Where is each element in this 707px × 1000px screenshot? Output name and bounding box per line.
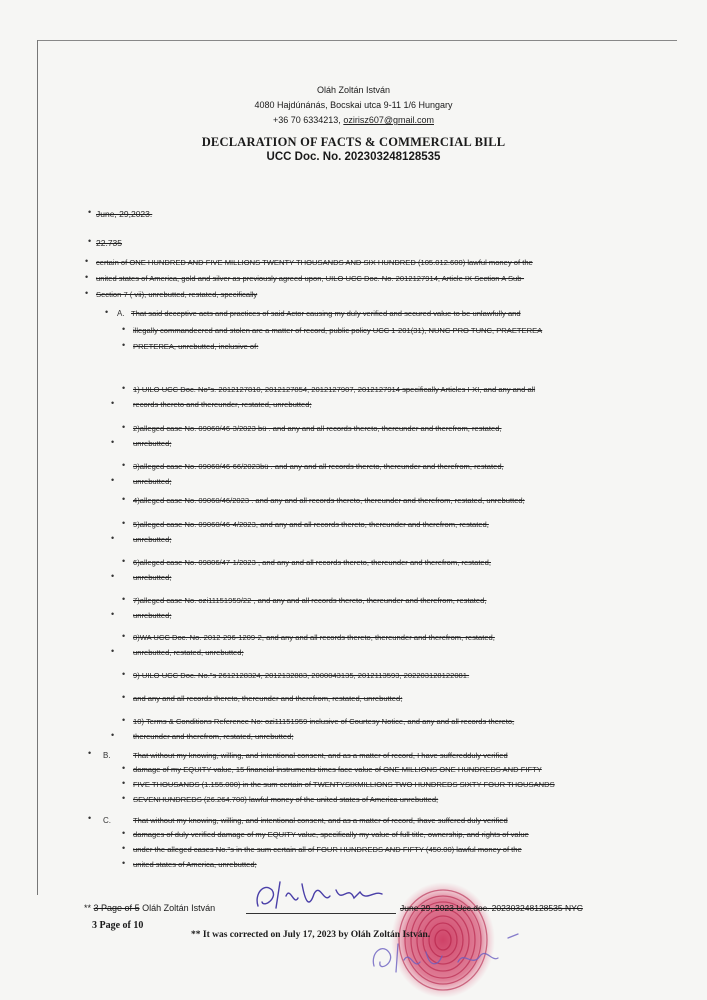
title-doc-number: UCC Doc. No. 202303248128535: [266, 151, 441, 163]
bullet: •: [111, 533, 115, 543]
bullet: •: [122, 715, 126, 725]
signature: [250, 876, 390, 916]
bullet: •: [122, 594, 126, 604]
bullet: •: [122, 324, 126, 334]
list-item: 3)alleged case No. 09060/46-66/2023bü . and any and all records thereto, thereunder and therefrom, restated,: [133, 462, 504, 471]
footer-name: Oláh Zoltán István: [142, 903, 216, 913]
bullet: •: [122, 340, 126, 350]
bullet: •: [105, 307, 109, 317]
list-item: unrebutted;: [133, 535, 172, 544]
section-a-marker: A.: [117, 309, 125, 318]
bullet: •: [111, 609, 115, 619]
section-c-line: united states of America, unrebutted;: [133, 860, 257, 869]
bullet: •: [111, 437, 115, 447]
list-item: records thereto and thereunder, restated, unrebutted;: [133, 400, 312, 409]
bullet: •: [111, 730, 115, 740]
bullet: •: [122, 631, 126, 641]
bullet: •: [122, 422, 126, 432]
bullet: •: [88, 236, 92, 246]
sender-phone: +36 70 6334213,: [272, 115, 341, 125]
bullet: •: [122, 692, 126, 702]
list-item: unrebutted;: [133, 573, 172, 582]
document-title: [0, 134, 707, 165]
bullet: •: [88, 207, 92, 217]
bullet: •: [122, 778, 126, 788]
list-item: and any and all records thereto, thereunder and therefrom, restated, unrebutted;: [133, 694, 403, 703]
list-item: 4)alleged case No. 09060/46/2023 . and any and all records thereto, thereunder and therefrom, restated, unrebutted;: [133, 496, 525, 505]
bullet: •: [122, 669, 126, 679]
bullet: •: [122, 518, 126, 528]
list-item: 10) Terms & Conditions Reference No: ozi11151959 inclusive of Courtesy Notice, and any and all records thereto,: [133, 717, 515, 726]
section-b-marker: B.: [103, 751, 111, 760]
section-c-line: under the alleged cases No."s in the sum certain all of FOUR HUNDREDS AND FIFTY (450.00) lawful money of the: [133, 845, 522, 854]
list-item: 7)alleged case No. ozi11151959/22 , and any and all records thereto, thereunder and therefrom, restated,: [133, 596, 487, 605]
list-item: 1) UILO UCC Doc. No"s. 2012127810, 2012127854, 2012127907, 2012127914 specifically Articles I-XI, and any and all: [133, 385, 536, 394]
page-border-left: [37, 40, 38, 895]
bullet: •: [111, 646, 115, 656]
list-item: 6)alleged case No. 09806/47-1/2023 , and any and all records thereto, thereunder and therefrom, restated,: [133, 558, 491, 567]
sender-name: Oláh Zoltán István: [316, 85, 391, 95]
footer-date-doc: June 29, 2023 Ucc.doc. 202303248128535 NYC: [400, 903, 583, 913]
list-item: thereunder and therefrom, restated, unrebutted;: [133, 732, 294, 741]
footer-stars: **: [84, 903, 92, 913]
bullet: •: [111, 475, 115, 485]
sender-header: [0, 83, 707, 128]
footer-page-of-5: 3 Page of 5: [93, 903, 140, 913]
section-b-line: SEVENHUNDREDS (26.264.700) lawful money of the united states of America unrebutted;: [133, 795, 439, 804]
correction-note: ** It was corrected on July 17, 2023 by Oláh Zoltán István.: [191, 930, 431, 940]
section-c-line: damages of duly verified damage of my EQUITY value, specifically my value of full title, ownership, and rights of value: [133, 830, 529, 839]
signature-line: [246, 913, 396, 914]
bullet: •: [85, 256, 89, 266]
list-item: unrebutted;: [133, 611, 172, 620]
list-item: 9) UILO UCC Doc. No."s 2612128324, 2012132883, 2000043135, 2012113593, 202203128122081.: [133, 671, 470, 680]
sender-contact: [0, 113, 707, 128]
bullet: •: [88, 748, 92, 758]
p1-line: certain of ONE HUNDRED AND FIVE MILLIONS TWENTY THOUSANDS AND SIX HUNDRED (105.012.600) lawful money of the: [96, 258, 533, 267]
section-b-line: That without my knowing, willing, and intentional consent, and as a matter of record, I have sufferedduly verified: [133, 751, 508, 760]
bullet: •: [122, 828, 126, 838]
bullet: •: [122, 858, 126, 868]
section-a-line: illegally commandeered and stolen are a matter of record, public policy UCC 1-201(31), NUNC PRO TUNC, PRAETEREA: [133, 326, 543, 335]
list-item: unrebutted;: [133, 477, 172, 486]
list-item: 5)alleged case No. 09060/46-4/2023, and any and all records thereto, thereunder and therefrom, restated,: [133, 520, 489, 529]
bullet: •: [111, 571, 115, 581]
section-c-line: That without my knowing, willing, and intentional consent, and as a matter of record, Ihave suffered duly verified: [133, 816, 508, 825]
title-main: DECLARATION OF FACTS & COMMERCIAL BILL: [201, 135, 506, 149]
section-c-marker: C.: [103, 816, 111, 825]
bullet: •: [122, 383, 126, 393]
bullet: •: [122, 793, 126, 803]
p1-line: united states of America, gold and silver as previously agreed upon, UILO UCC Doc. No. 2012127914, Article IX Section A Sub-: [96, 274, 525, 283]
list-item: unrebutted, restated, unrebutted;: [133, 648, 244, 657]
bullet: •: [122, 763, 126, 773]
page-border-top: [37, 40, 677, 41]
footer-page-info: [84, 903, 215, 913]
bullet: •: [122, 460, 126, 470]
list-item: unrebutted;: [133, 439, 172, 448]
footer-page-of-10: 3 Page of 10: [92, 920, 144, 931]
bullet: •: [122, 843, 126, 853]
section-b-line: FIVE THOUSANDS (1.155.000) in the sum certain of TWENTYSIXMILLIONS TWO HUNDREDS SIXTY FOUR THOUSANDS: [133, 780, 555, 789]
sender-email: ozirisz607@gmail.com: [343, 115, 434, 125]
bullet: •: [88, 813, 92, 823]
section-b-line: damage of my EQUITY value, 15 financial instruments times face value of ONE MILLIONS ONE HUNDREDS AND FIFTY: [133, 765, 542, 774]
list-item: 2)alleged case No. 09060/46-3/2023 bü . and any and all records thereto, thereunder and therefrom, restated,: [133, 424, 502, 433]
bullet: •: [122, 556, 126, 566]
bullet: •: [111, 398, 115, 408]
list-item: 8)WA UCC Doc. No. 2012-296-1209-2, and any and all records thereto, thereunder and therefrom, restated,: [133, 633, 495, 642]
body-number: 22.735: [96, 238, 122, 248]
bullet: •: [122, 494, 126, 504]
body-date: June, 29,2023.: [96, 209, 153, 219]
bullet: •: [85, 272, 89, 282]
p1-line: Section 7 ( vii), unrebutted, restated, specifically: [96, 290, 258, 299]
sender-address: 4080 Hajdúnánás, Bocskai utca 9-11 1/6 Hungary: [254, 100, 453, 110]
bullet: •: [85, 288, 89, 298]
section-a-line: PRETEREA, unrebutted, inclusive of:: [133, 342, 259, 351]
section-a-line: That said deceptive acts and practices of said Actor causing my duly verified and secured value to be unlawfully and: [131, 309, 521, 318]
